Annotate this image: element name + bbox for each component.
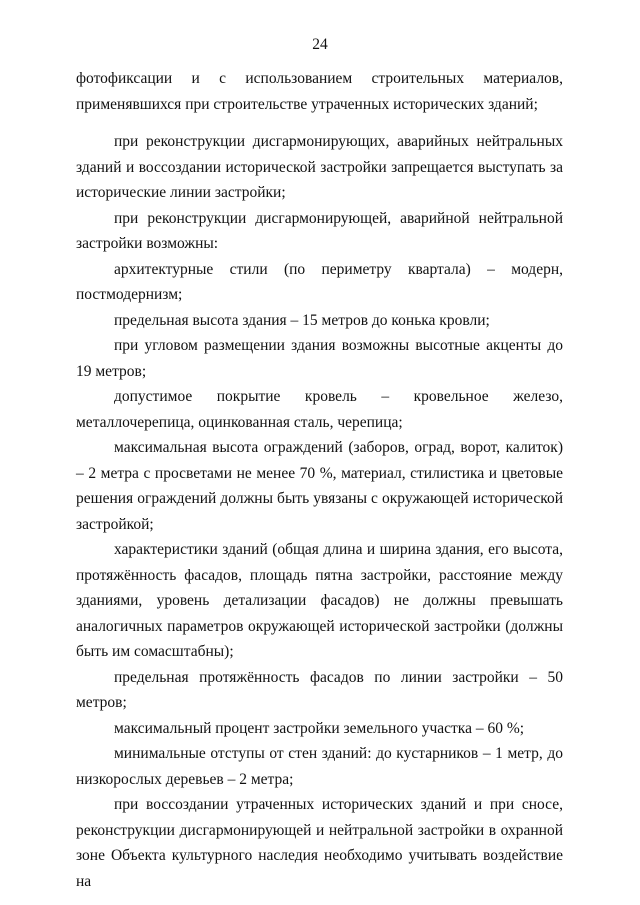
paragraph-fences: максимальная высота ограждений (заборов, оград, ворот, калиток) – 2 метра с просветами не менее 70 %, материал, стилистика и цветовые решения ограждений должны быть увязаны с окружающей исторической застройкой; bbox=[76, 439, 563, 533]
paragraph-lot-coverage: максимальный процент застройки земельного участка – 60 %; bbox=[114, 719, 525, 737]
document-body bbox=[76, 66, 563, 894]
paragraph-continuation: фотофиксации и с использованием строительных материалов, применявшихся при строительстве утраченных исторических зданий; bbox=[76, 70, 563, 113]
paragraph-facade-length: предельная протяжённость фасадов по линии застройки – 50 метров; bbox=[76, 668, 563, 711]
paragraph-setbacks: минимальные отступы от стен зданий: до кустарников – 1 метр, до низкорослых деревьев – 2 метра; bbox=[76, 745, 563, 788]
paragraph-max-height: предельная высота здания – 15 метров до конька кровли; bbox=[114, 311, 490, 329]
paragraph-roofing: допустимое покрытие кровель – кровельное железо, металлочерепица, оцинкованная сталь, черепица; bbox=[76, 388, 563, 431]
paragraph-corner-accents: при угловом размещении здания возможны высотные акценты до 19 метров; bbox=[76, 337, 563, 380]
paragraph-architectural-styles: архитектурные стили (по периметру квартала) – модерн, постмодернизм; bbox=[76, 260, 563, 303]
page-number: 24 bbox=[312, 36, 328, 53]
paragraph-allowed-intro: при реконструкции дисгармонирующей, аварийной нейтральной застройки возможны: bbox=[76, 209, 563, 252]
paragraph-reconstruction-rule: при реконструкции дисгармонирующих, аварийных нейтральных зданий и воссоздании исторической застройки запрещается выступать за исторические линии застройки; bbox=[76, 133, 563, 201]
paragraph-heritage-impact: при воссоздании утраченных исторических зданий и при сносе, реконструкции дисгармонирующей и нейтральной застройки в охранной зоне Объекта культурного наследия необходимо учитывать воздействие на bbox=[76, 796, 563, 890]
paragraph-building-characteristics: характеристики зданий (общая длина и ширина здания, его высота, протяжённость фасадов, площадь пятна застройки, расстояние между зданиями, уровень детализации фасадов) не должны превышать аналогичных параметров окружающей исторической застройки (должны быть им сомасштабны); bbox=[76, 541, 563, 660]
